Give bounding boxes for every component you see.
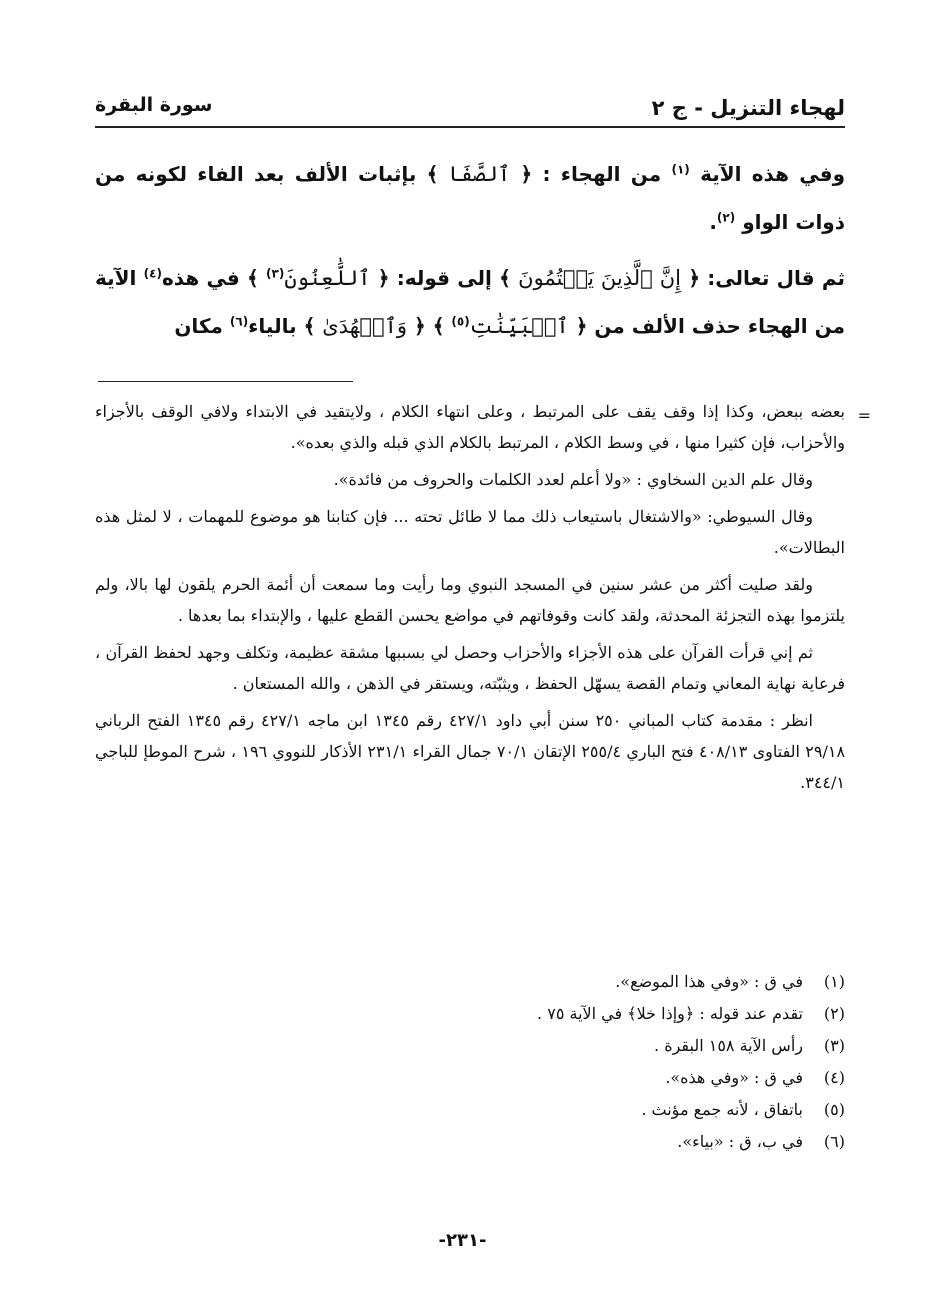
footnote-ref-1[interactable]: (١) bbox=[671, 162, 690, 177]
text-run: ﴾ إلى قوله: ﴿ bbox=[377, 266, 511, 290]
footnote-number: (٦) bbox=[823, 1132, 845, 1151]
running-header bbox=[95, 82, 845, 128]
quran-phrase: إِنَّ ٱلَّذِينَ يَكۡتُمُونَ bbox=[518, 266, 682, 290]
footnote-text: باتفاق ، لأنه جمع مؤنث . bbox=[641, 1100, 803, 1119]
text-run: مكان bbox=[174, 314, 230, 338]
text-run: وفي هذه الآية bbox=[700, 162, 846, 186]
footnote-paragraph: ثم إني قرأت القرآن على هذه الأجزاء والأحزاب وحصل لي بسببها مشقة عظيمة، وتكلف وجهد لحفظ القرآن ، فرعاية نهاية المعاني وتمام القصة يسهّل الحفظ ، ويثبّته، ويستقر في الذهن ، والله المستعان . bbox=[95, 643, 845, 693]
footnote-text: تقدم عند قوله : ﴿وإذا خلا﴾ في الآية ٧٥ . bbox=[537, 1004, 803, 1023]
continuation-mark: = bbox=[857, 406, 871, 425]
footnote-item bbox=[95, 1030, 845, 1062]
surah-name: سورة البقرة bbox=[95, 94, 213, 116]
footnote-item bbox=[95, 998, 845, 1030]
footnote-paragraph: وقال علم الدين السخاوي : «ولا أعلم لعدد الكلمات والحروف من فائدة». bbox=[333, 470, 813, 489]
footnote-separator bbox=[98, 381, 353, 382]
text-run: . bbox=[709, 210, 717, 234]
footnote-text: في ب، ق : «بياء». bbox=[677, 1132, 803, 1151]
footnote-list bbox=[95, 966, 845, 1158]
footnote-number: (٥) bbox=[823, 1100, 845, 1119]
footnote-item bbox=[95, 1094, 845, 1126]
text-run: من الهجاء : ﴿ bbox=[520, 162, 672, 186]
footnote-ref-6[interactable]: (٦) bbox=[229, 314, 249, 329]
text-run: ثم قال تعالى: ﴿ bbox=[688, 266, 846, 290]
footnote-text: في ق : «وفي هذا الموضع». bbox=[615, 972, 803, 991]
main-text bbox=[95, 150, 845, 358]
footnote-text: في ق : «وفي هذه». bbox=[665, 1068, 803, 1087]
footnote-paragraph: ولقد صليت أكثر من عشر سنين في المسجد النبوي وما رأيت وما سمعت أن أئمة الحرم يلقون لها بالا، ولم يلتزموا بهذه التجزئة المحدثة، ولقد كانت وقوفاتهم في مواضع يحسن القطع عليها ، والإبتداء بما بعدها . bbox=[95, 575, 845, 625]
quran-word: وَٱلۡهُدَىٰ bbox=[322, 314, 408, 338]
footnote-ref-2[interactable]: (٢) bbox=[716, 210, 736, 225]
footnote-number: (١) bbox=[823, 972, 845, 991]
text-run: ﴾ ﴿ bbox=[414, 314, 445, 338]
footnote-paragraph: وقال السيوطي: «والاشتغال باستيعاب ذلك مما لا طائل تحته ... فإن كتابنا هو موضوع للمهمات ، لا لمثل هذه البطالات». bbox=[95, 507, 845, 557]
footnote-continuation bbox=[95, 396, 871, 804]
footnote-item bbox=[95, 966, 845, 998]
main-paragraph-2 bbox=[95, 254, 845, 350]
footnote-paragraph: بعضه ببعض، وكذا إذا وقف يقف على المرتبط ، وعلى انتهاء الكلام ، ولايتقيد في الابتداء ولافي الوقف بالأجزاء والأحزاب، فإن كثيرا منها ، في وسط الكلام ، المرتبط بالكلام الذي قبله والذي بعده». bbox=[95, 402, 845, 452]
quran-word: ٱلۡبَيِّنَٰتِ bbox=[469, 314, 569, 338]
footnote-ref-3[interactable]: (٣) bbox=[266, 266, 285, 281]
quran-word: ٱللَّٰعِنُونَ bbox=[284, 266, 371, 290]
page-number: -٢٣١- bbox=[438, 1230, 487, 1251]
footnote-ref-4[interactable]: (٤) bbox=[143, 266, 162, 281]
footnote-number: (٤) bbox=[823, 1068, 845, 1087]
footnote-ref-5[interactable]: (٥) bbox=[451, 314, 470, 329]
footnote-number: (٣) bbox=[823, 1036, 845, 1055]
text-run: الآية من الهجاء حذف الألف من ﴿ bbox=[95, 266, 845, 338]
footnote-references: انظر : مقدمة كتاب المباني ٢٥٠ سنن أبي داود ٤٢٧/١ رقم ١٣٤٥ ابن ماجه ٤٢٧/١ رقم ١٣٤٥ الفتح الرباني ٢٩/١٨ الفتاوى ٤٠٨/١٣ فتح الباري ٢٥٥/٤ الإتقان ٧٠/١ جمال القراء ٢٣١/١ الأذكار للنووي ١٩٦ ، شرح الموطإ للباجي ٣٤٤/١. bbox=[95, 711, 846, 792]
footnote-text: رأس الآية ١٥٨ البقرة . bbox=[654, 1036, 803, 1055]
footnote-item bbox=[95, 1062, 845, 1094]
text-run: ﴾ في هذه bbox=[161, 266, 259, 290]
footnote-item bbox=[95, 1126, 845, 1158]
text-run: ﴾ بالياء bbox=[248, 314, 316, 338]
main-paragraph-1 bbox=[95, 150, 845, 246]
quran-word: ٱلصَّفَا bbox=[448, 162, 511, 186]
book-title: لهجاء التنزيل - ج ٢ bbox=[651, 96, 845, 120]
text-run: ﴾ بإثبات الألف بعد الفاء لكونه من ذوات الواو bbox=[95, 162, 845, 234]
footnote-number: (٢) bbox=[823, 1004, 845, 1023]
